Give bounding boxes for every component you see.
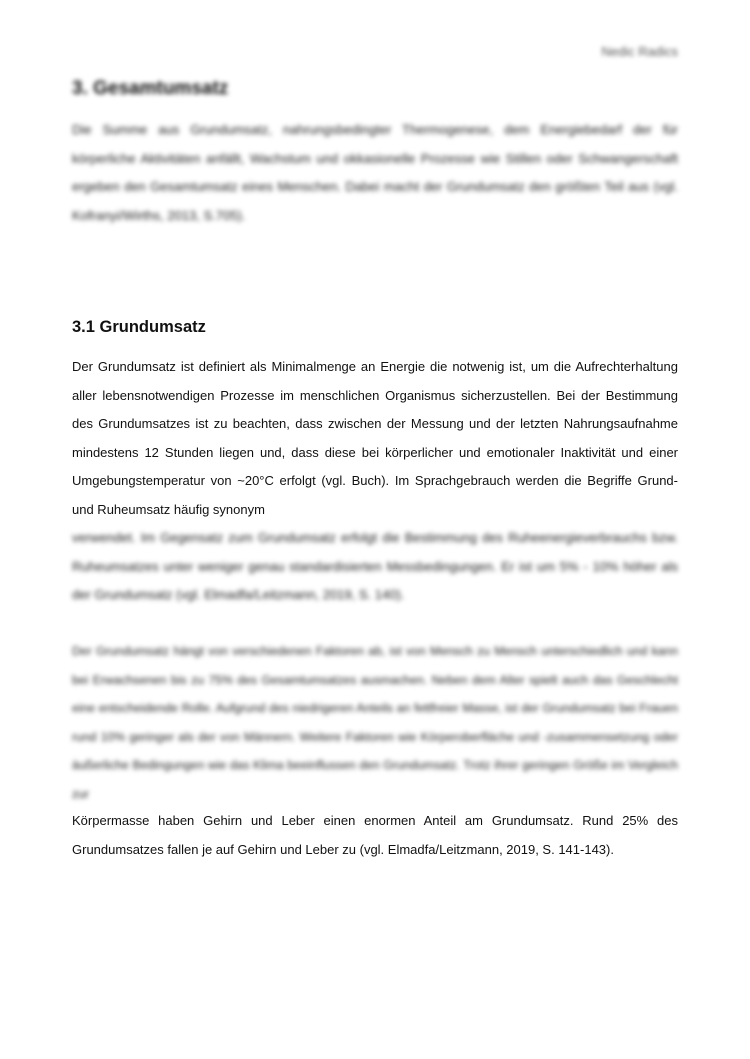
grundumsatz-paragraph-1: Der Grundumsatz ist definiert als Minimalmenge an Energie die notwenig ist, um die Aufrechterhaltung aller lebensnotwendigen Prozesse im menschlichen Organismus sicherzustellen. Bei der Bestimmung des Grundumsatzes ist zu beachten, dass zwischen der Messung und der letzten Nahrungsaufnahme mindestens 12 Stunden liegen und, dass diese bei körperlicher und emotionaler Inaktivität und einer Umgebungstemperatur von ~20°C erfolgt (vgl. Buch). Im Sprachgebrauch werden die Begriffe Grund- und Ruheumsatz häufig synonym xyxy=(72,359,678,517)
section-3-1-heading: 3.1 Grundumsatz xyxy=(72,318,206,336)
grundumsatz-paragraph-2: Der Grundumsatz hängt von verschiedenen Faktoren ab, ist von Mensch zu Mensch unterschiedlich und kann bei Erwachsenen bis zu 75% des Gesamtumsatzes ausmachen. Neben dem Alter spielt auch das Geschlecht eine entscheidende Rolle. Aufgrund des niedrigeren Anteils an fettfreier Masse, ist der Grundumsatz bei Frauen rund 10% geringer als der von Männern. Weitere Faktoren wie Körperoberfläche und -zusammensetzung oder äußerliche Bedingungen wie das Klima beeinflussen den Grundumsatz. Trotz ihrer geringen Größe im Vergleich zur xyxy=(72,644,678,801)
section-3-heading: 3. Gesamtumsatz xyxy=(72,78,229,99)
section-3-paragraph: Die Summe aus Grundumsatz, nahrungsbedingter Thermogenese, dem Energiebedarf der für körperliche Aktivitäten anfällt, Wachstum und okkasionelle Prozesse wie Stillen oder Schwangerschaft ergeben den Gesamtumsatz eines Menschen. Dabei macht der Grundumsatz den größten Teil aus (vgl. Kofranyi/Wirths, 2013, S.705). xyxy=(72,122,678,223)
header-author: Nedic Radics xyxy=(601,44,678,59)
grundumsatz-paragraph-1-continued: verwendet. Im Gegensatz zum Grundumsatz erfolgt die Bestimmung des Ruheenergieverbrauchs bzw. Ruheumsatzes unter weniger genau standardisierten Messbedingungen. Er ist um 5% - 10% höher als der Grundumsatz (vgl. Elmadfa/Leitzmann, 2019, S. 140). xyxy=(72,530,678,603)
grundumsatz-paragraph-2-continued: Körpermasse haben Gehirn und Leber einen enormen Anteil am Grundumsatz. Rund 25% des Grundumsatzes fallen je auf Gehirn und Leber zu (vgl. Elmadfa/Leitzmann, 2019, S. 141-143). xyxy=(72,813,678,857)
